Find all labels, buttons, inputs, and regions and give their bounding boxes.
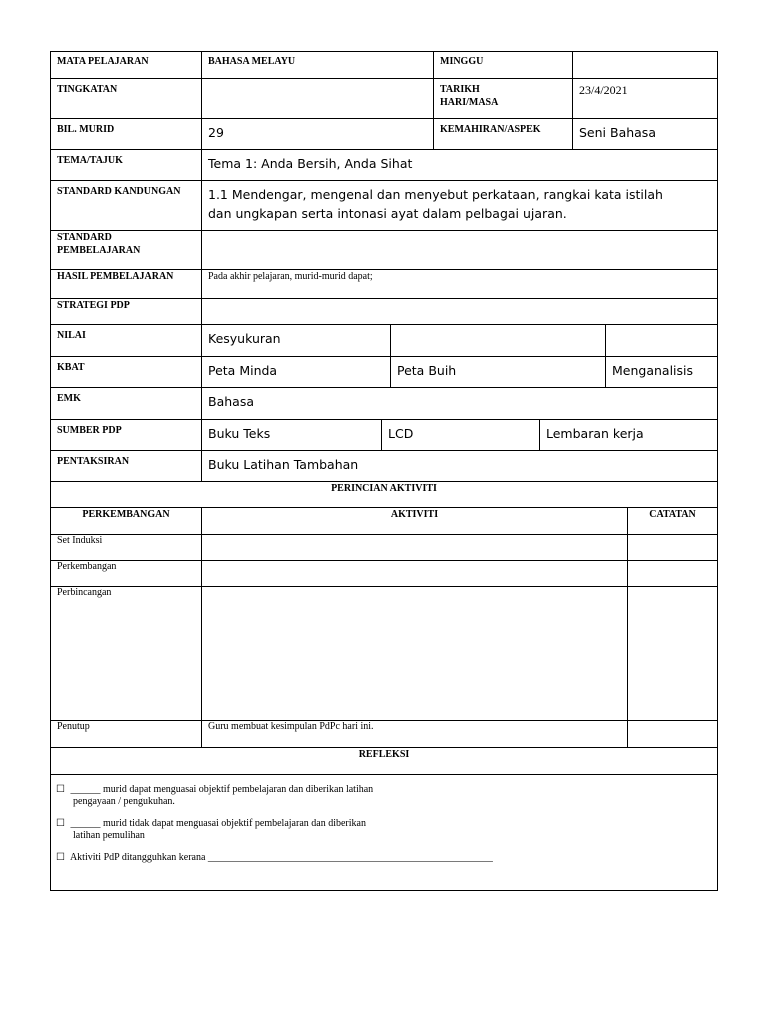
minggu-label: MINGGU <box>440 56 484 67</box>
nilai-value-2 <box>391 325 605 356</box>
refleksi-item-1 <box>56 784 656 812</box>
stage-perkembangan-catatan <box>628 561 717 586</box>
mata-pelajaran-value: BAHASA MELAYU <box>208 56 296 67</box>
hari-masa-label: HARI/MASA <box>440 97 499 108</box>
standard-pembelajaran-label <box>51 231 201 269</box>
kbat-value-3: Menganalisis <box>612 363 694 378</box>
col-perkembangan-header: PERKEMBANGAN <box>82 509 170 520</box>
hasil-pembelajaran-label: HASIL PEMBELAJARAN <box>57 271 174 282</box>
col-aktiviti-header: AKTIVITI <box>390 509 439 520</box>
refleksi-item-2-line1: ______ murid tidak dapat menguasai objektif pembelajaran dan diberikan <box>70 818 366 829</box>
refleksi-item-1-line2: pengayaan / pengukuhan. <box>73 796 175 807</box>
sumber-value-2: LCD <box>388 426 414 441</box>
stage-penutup-catatan <box>628 721 717 747</box>
perincian-aktiviti-heading: PERINCIAN AKTIVITI <box>331 483 437 494</box>
strategi-pdp-value <box>202 299 717 324</box>
sumber-value-3: Lembaran kerja <box>546 426 644 441</box>
stage-perbincangan: Perbincangan <box>57 587 112 598</box>
nilai-value-3 <box>606 325 717 356</box>
tingkatan-value <box>202 79 433 118</box>
standard-kandungan-value: 1.1 Mendengar, mengenal dan menyebut perkataan, rangkai kata istilah dan ungkapan serta intonasi ayat dalam pelbagai ujaran. <box>208 187 663 221</box>
nilai-label: NILAI <box>57 330 86 341</box>
stage-perbincangan-catatan <box>628 587 717 720</box>
stage-set-induksi: Set Induksi <box>57 535 103 546</box>
nilai-value-1: Kesyukuran <box>208 331 281 346</box>
refleksi-heading: REFLEKSI <box>358 749 410 760</box>
checkbox-icon: ☐ <box>56 784 65 795</box>
tingkatan-label: TINGKATAN <box>57 84 118 95</box>
refleksi-item-2-line2: latihan pemulihan <box>73 830 145 841</box>
checkbox-icon: ☐ <box>56 818 65 829</box>
lesson-plan-form <box>50 51 718 891</box>
bil-murid-label: BIL. MURID <box>57 124 115 135</box>
stage-penutup: Penutup <box>57 721 90 732</box>
pentaksiran-value: Buku Latihan Tambahan <box>208 457 359 472</box>
tema-label: TEMA/TAJUK <box>57 155 123 166</box>
hasil-pembelajaran-value: Pada akhir pelajaran, murid-murid dapat; <box>208 271 373 282</box>
emk-label: EMK <box>57 393 81 404</box>
standard-label-line1: STANDARD <box>57 232 112 243</box>
refleksi-item-3-text: Aktiviti PdP ditangguhkan kerana _________________________________________________________ <box>69 852 493 863</box>
tarikh-value: 23/4/2021 <box>579 83 628 97</box>
refleksi-item-3 <box>56 852 696 868</box>
refleksi-item-1-line1: ______ murid dapat menguasai objektif pembelajaran dan diberikan latihan <box>70 784 374 795</box>
kbat-value-2: Peta Buih <box>397 363 457 378</box>
stage-perbincangan-aktiviti <box>202 587 627 720</box>
emk-value: Bahasa <box>208 394 254 409</box>
refleksi-item-2 <box>56 818 656 846</box>
kemahiran-value: Seni Bahasa <box>579 125 656 140</box>
mata-pelajaran-label: MATA PELAJARAN <box>57 56 149 67</box>
tema-value: Tema 1: Anda Bersih, Anda Sihat <box>208 156 413 171</box>
stage-perkembangan-aktiviti <box>202 561 627 586</box>
col-catatan-header: CATATAN <box>649 509 696 520</box>
stage-set-induksi-aktiviti <box>202 535 627 560</box>
tarikh-label: TARIKH <box>440 84 480 95</box>
sumber-value-1: Buku Teks <box>208 426 271 441</box>
stage-set-induksi-catatan <box>628 535 717 560</box>
kbat-value-1: Peta Minda <box>208 363 278 378</box>
standard-label-line2: PEMBELAJARAN <box>57 245 141 256</box>
kemahiran-label: KEMAHIRAN/ASPEK <box>440 124 541 135</box>
stage-perkembangan: Perkembangan <box>57 561 117 572</box>
sumber-pdp-label: SUMBER PDP <box>57 425 122 436</box>
strategi-pdp-label: STRATEGI PDP <box>57 300 130 311</box>
minggu-value <box>573 51 717 78</box>
bil-murid-value: 29 <box>208 125 224 140</box>
checkbox-icon: ☐ <box>56 852 65 863</box>
stage-penutup-aktiviti: Guru membuat kesimpulan PdPc hari ini. <box>208 721 374 732</box>
standard-kandungan-label: STANDARD KANDUNGAN <box>57 186 181 197</box>
tarikh-hari-label <box>434 79 572 118</box>
standard-pembelajaran-value <box>202 231 717 269</box>
kbat-label: KBAT <box>57 362 85 373</box>
pentaksiran-label: PENTAKSIRAN <box>57 456 130 467</box>
